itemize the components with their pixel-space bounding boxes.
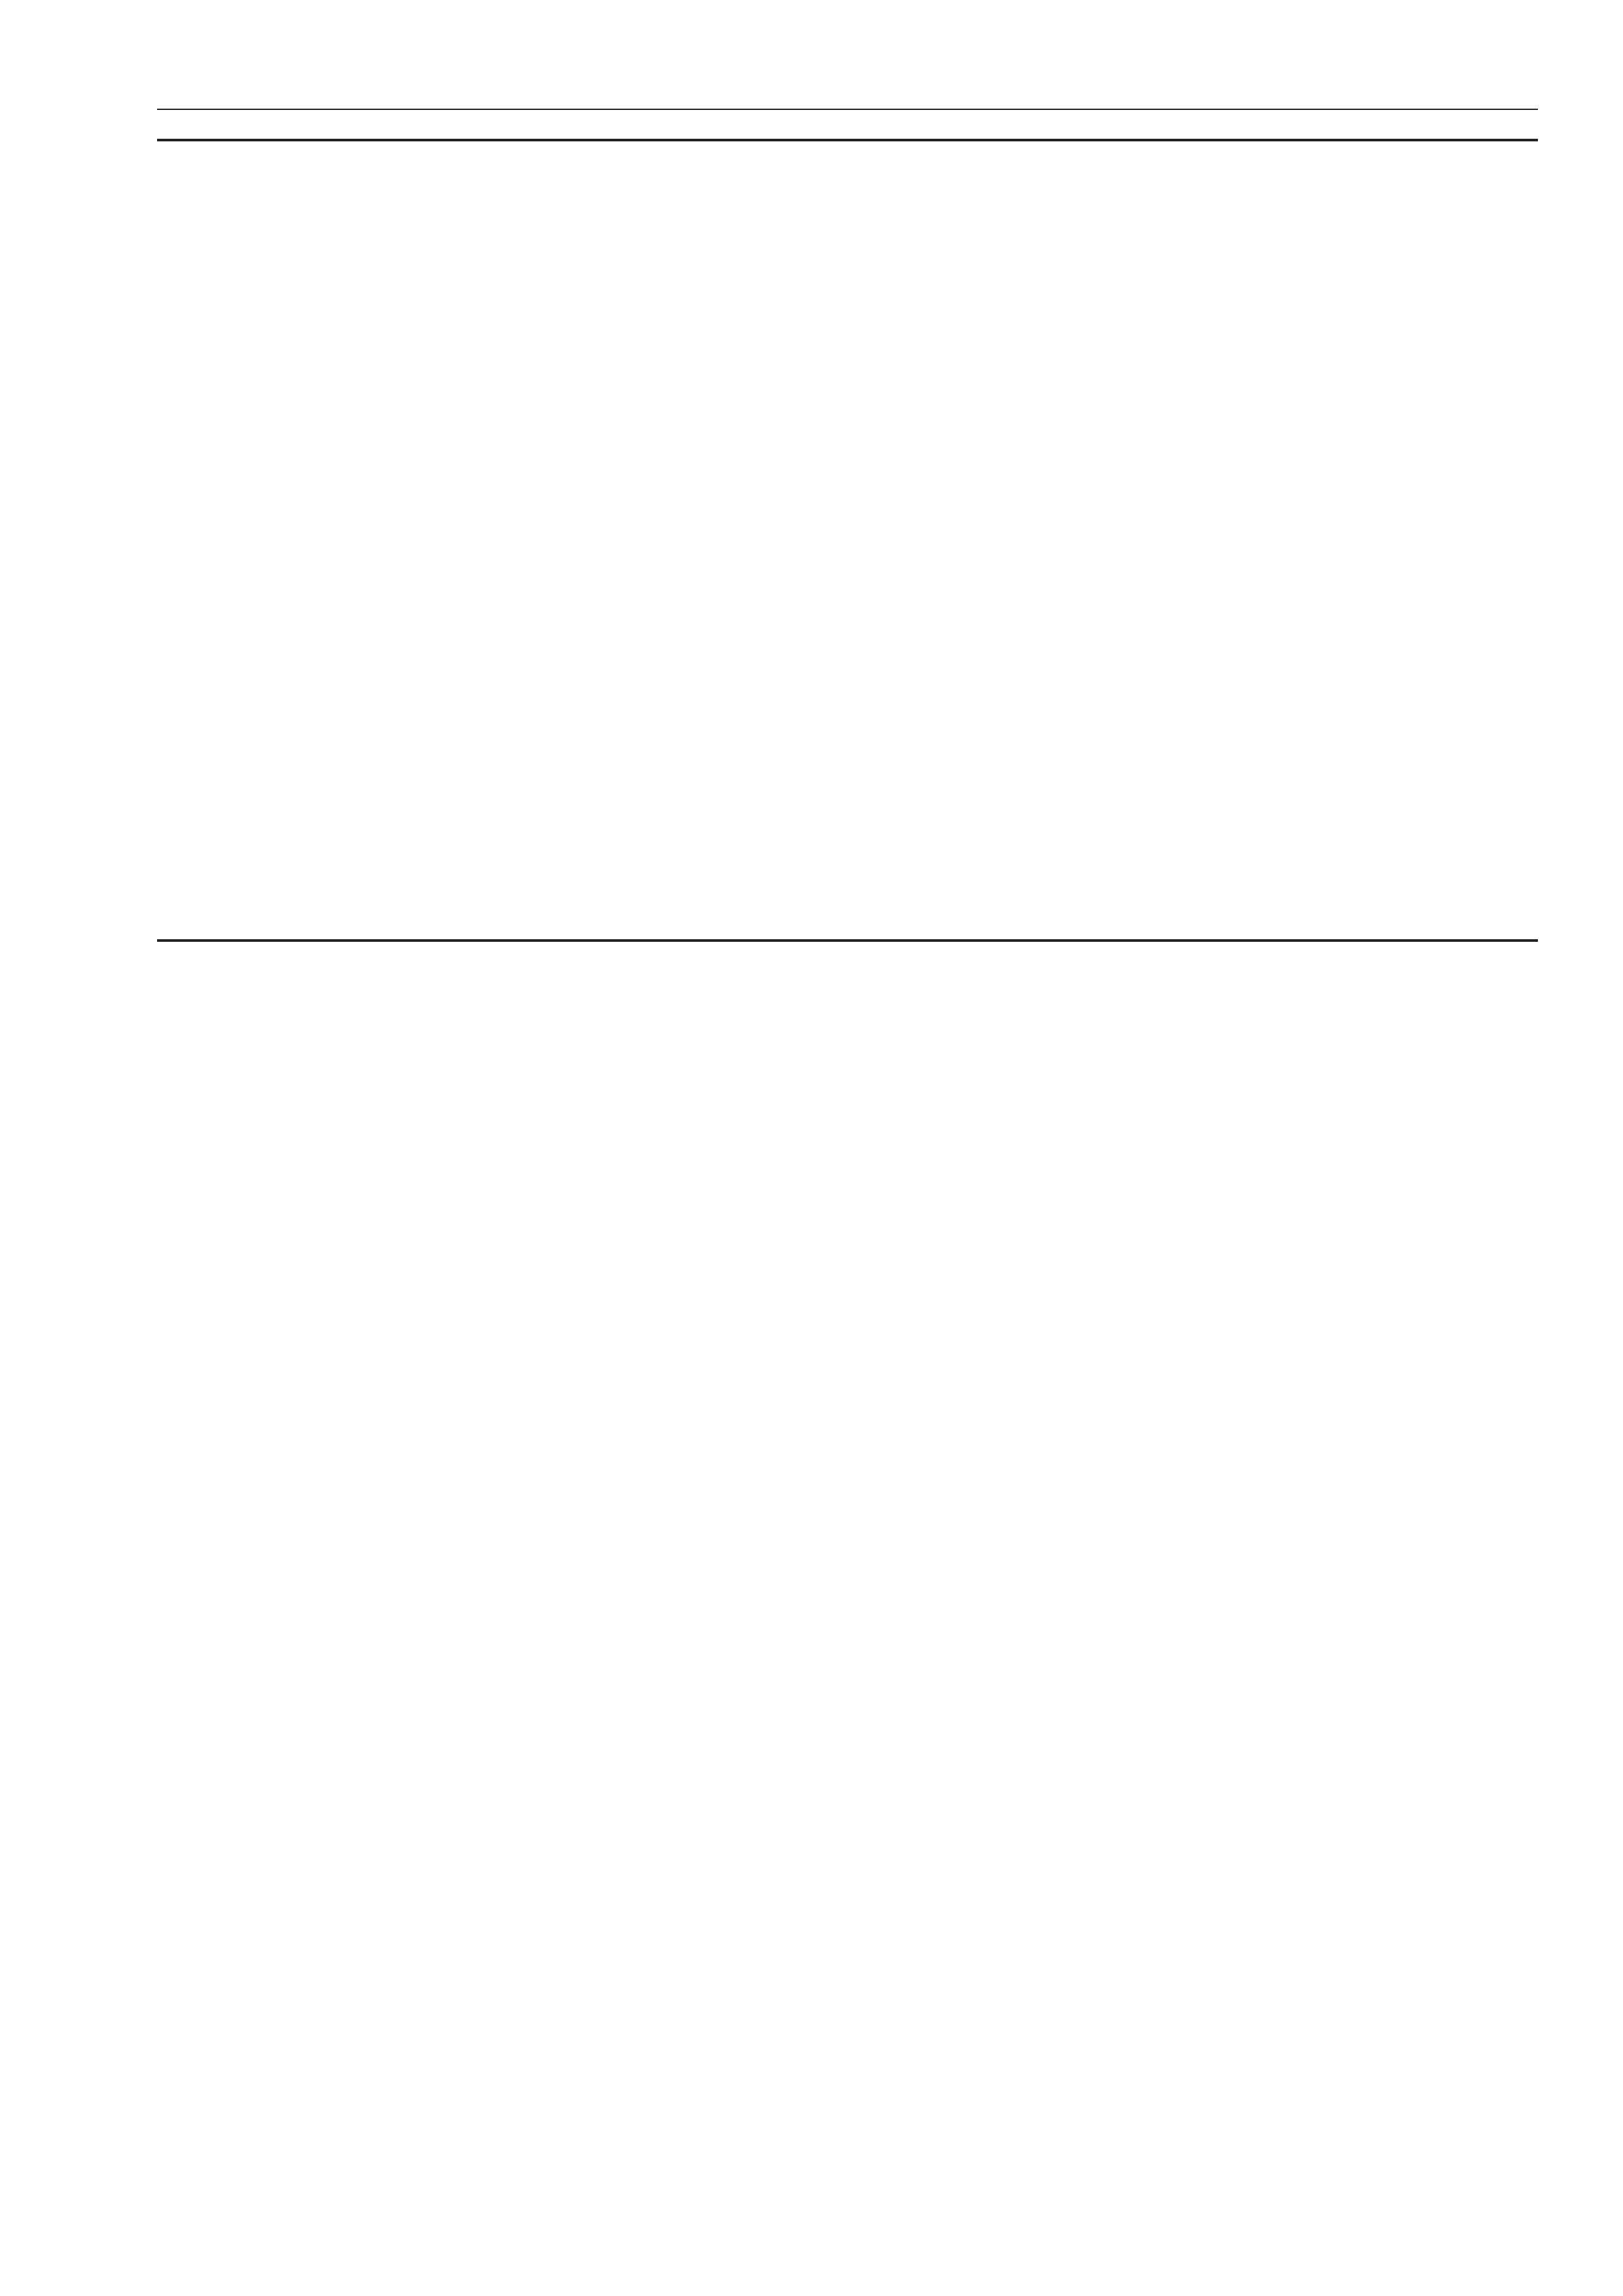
header-cell [1185,940,1313,941]
header-cell [1313,940,1425,941]
table-header-row [158,139,1537,141]
header-cell [362,940,1186,941]
table-header-row [158,940,1537,941]
header-cell [1425,940,1537,941]
header-cell [1196,139,1310,141]
header-cell [1082,139,1196,141]
header-cell [362,139,974,141]
resource-table-394 [157,139,1538,141]
header-cell [1310,139,1423,141]
page-header [157,75,1538,110]
header-cell [158,940,362,941]
header-cell [158,139,362,141]
resource-table-395 [157,939,1538,942]
header-cell [974,139,1082,141]
header-cell [1423,139,1537,141]
